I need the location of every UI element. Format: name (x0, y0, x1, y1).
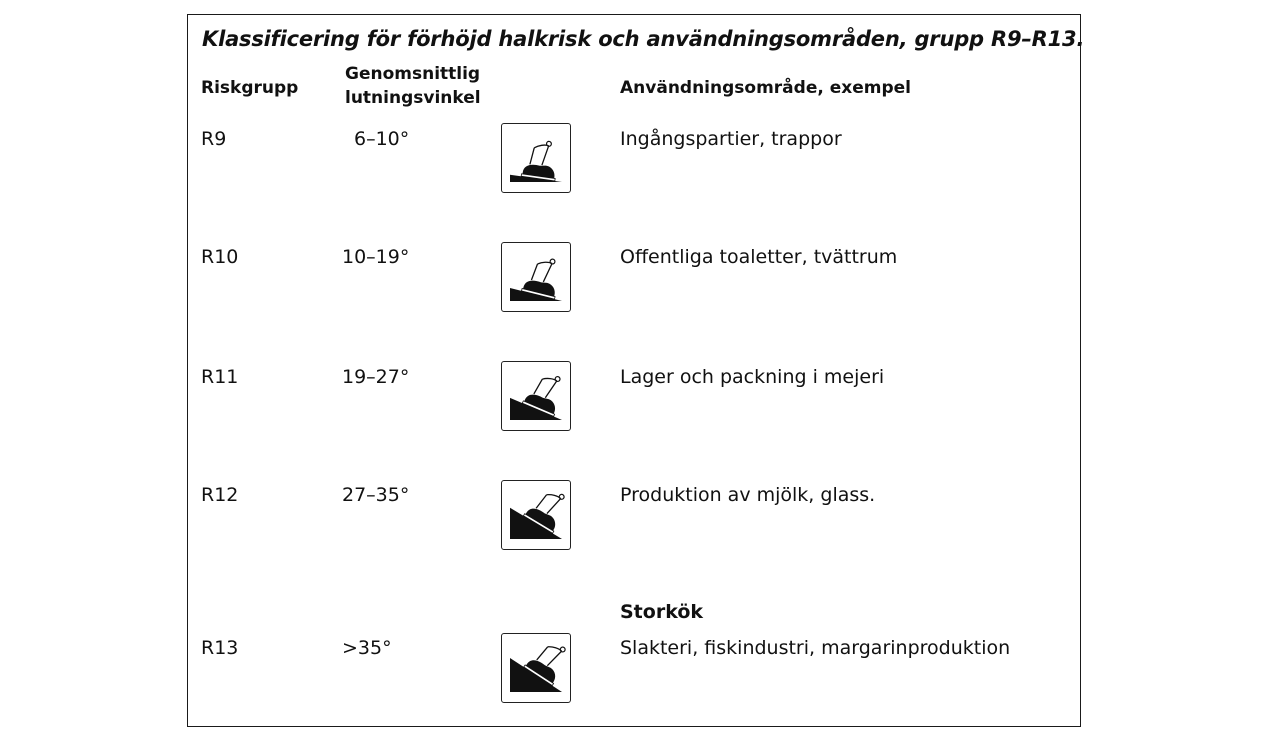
header-angle-line1: Genomsnittlig (345, 64, 481, 84)
shoe-shape (522, 254, 564, 299)
row-r13-angle: >35° (342, 637, 392, 659)
slip-shoe-icon (501, 123, 571, 193)
row-r13-usage: Slakteri, fiskindustri, margarinproduktion (620, 637, 1011, 659)
row-r9-group: R9 (201, 128, 227, 150)
shoe-shape (521, 138, 560, 181)
header-angle-line2: lutningsvinkel (345, 88, 481, 108)
row-r9-angle: 6–10° (354, 128, 410, 150)
row-r9-usage: Ingångspartier, trappor (620, 128, 842, 150)
slip-shoe-icon (501, 480, 571, 550)
row-r10-angle: 10–19° (342, 246, 410, 268)
row-r11-group: R11 (201, 366, 239, 388)
slip-shoe-icon (501, 242, 571, 312)
row-r12-group: R12 (201, 484, 239, 506)
row-r11-angle: 19–27° (342, 366, 410, 388)
slip-shoe-icon (501, 361, 571, 431)
row-r12-angle: 27–35° (342, 484, 410, 506)
row-r13-group: R13 (201, 637, 239, 659)
header-usage: Användningsområde, exempel (620, 78, 911, 98)
row-r10-usage: Offentliga toaletter, tvättrum (620, 246, 898, 268)
slip-shoe-icon (501, 633, 571, 703)
row-r13-usage-heading: Storkök (620, 601, 704, 623)
table-title: Klassificering för förhöjd halkrisk och användningsområden, grupp R9–R13. (202, 27, 1085, 51)
row-r11-usage: Lager och packning i mejeri (620, 366, 885, 388)
header-riskgroup: Riskgrupp (201, 78, 299, 98)
row-r12-usage: Produktion av mjölk, glass. (620, 484, 876, 506)
row-r10-group: R10 (201, 246, 239, 268)
classification-table (187, 14, 1085, 727)
